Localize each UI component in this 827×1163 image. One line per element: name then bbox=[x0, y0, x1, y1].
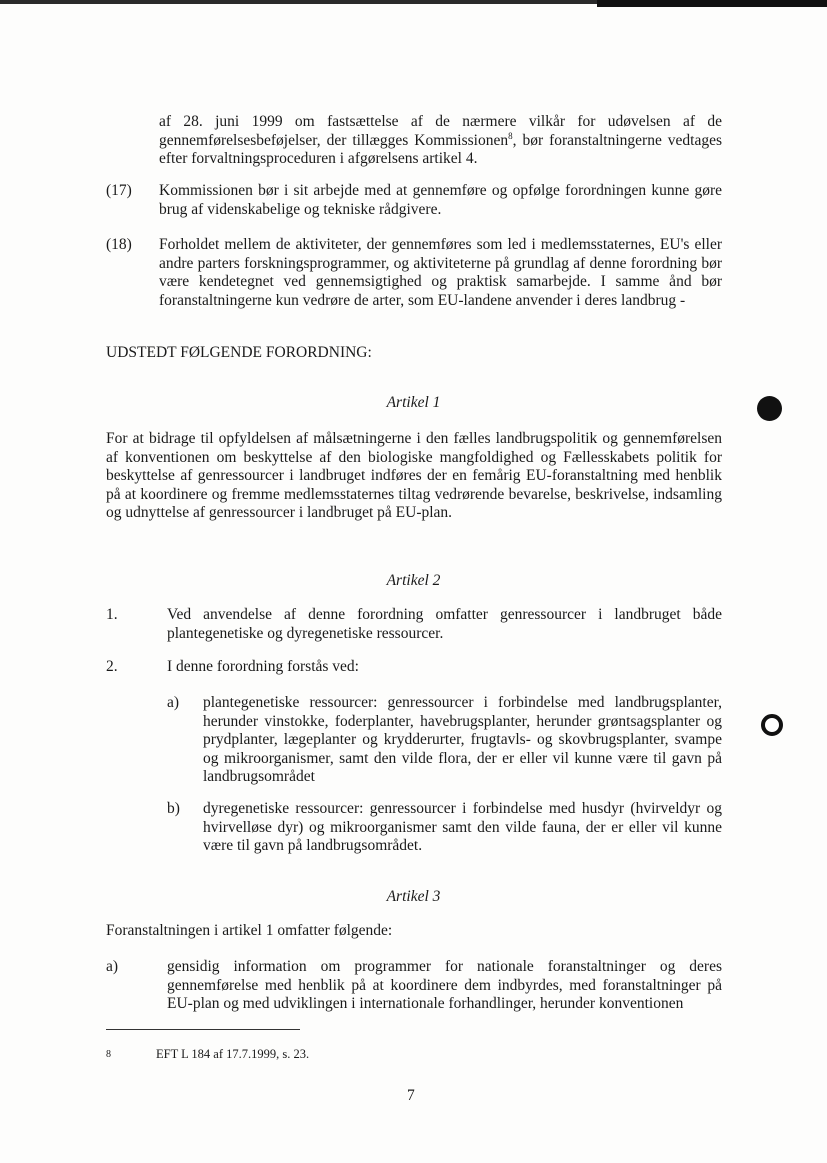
enacting-heading: UDSTEDT FØLGENDE FORORDNING: bbox=[106, 344, 372, 361]
continuation-text: af 28. juni 1999 om fastsættelse af de nærmere vilkår for udøvelsen af de gennemførelsesbeføjelser, der tillægges Kommissionen bbox=[159, 113, 722, 149]
footnote-number: 8 bbox=[106, 1049, 111, 1060]
continuation-paragraph bbox=[159, 113, 722, 169]
article-2-title: Artikel 2 bbox=[386, 572, 441, 589]
article-2-item-1-text: Ved anvendelse af denne forordning omfatter genressourcer i landbruget både plantegenetiske og dyregenetiske ressourcer. bbox=[167, 606, 722, 642]
footnote-separator bbox=[106, 1029, 300, 1030]
article-2-item-1-number: 1. bbox=[106, 606, 118, 623]
footnote-text: EFT L 184 af 17.7.1999, s. 23. bbox=[156, 1047, 310, 1061]
article-2-subitem-b-text: dyregenetiske ressourcer: genressourcer i forbindelse med husdyr (hvirveldyr og hvirvelløse dyr) og mikroorganismer samt den vilde fauna, der er eller vil kunne være til gavn på landbrugsområdet. bbox=[203, 800, 722, 854]
footnote-reference: 8 bbox=[508, 130, 513, 141]
recital-17-text: Kommissionen bør i sit arbejde med at gennemføre og opfølge forordningen kunne gøre brug af videnskabelige og tekniske rådgivere. bbox=[159, 182, 722, 218]
punch-hole-middle bbox=[761, 714, 783, 736]
continuation-text-end: , bør foranstaltningerne vedtages efter forvaltningsproceduren i afgørelsens artikel 4. bbox=[159, 131, 723, 167]
article-2-item-2-text: I denne forordning forstås ved: bbox=[167, 658, 359, 675]
article-2-subitem-b-number: b) bbox=[167, 800, 180, 817]
recital-18-number: (18) bbox=[106, 236, 132, 253]
article-2-subitem-a-text: plantegenetiske ressourcer: genressourcer i forbindelse med landbrugsplanter, herunder vinstokke, foderplanter, havebrugsplanter, herunder grøntsagsplanter og prydplanter, lægeplanter og krydderurter, frugtavls- og skovbrugsplanter, svampe og mikroorganismer, samt den vilde flora, der er eller vil kunne være til gavn på landbrugsområdet bbox=[203, 694, 722, 785]
recital-17-number: (17) bbox=[106, 182, 132, 199]
article-3-intro: Foranstaltningen i artikel 1 omfatter følgende: bbox=[106, 922, 393, 939]
article-1-text: For at bidrage til opfyldelsen af målsætningerne i den fælles landbrugspolitik og gennemførelsen af konventionen om beskyttelse af den biologiske mangfoldighed og Fællesskabets politik for beskyttelse af genressourcer i landbruget indføres der en femårig EU-foranstaltning med henblik på at koordinere og fremme medlemsstaternes tiltag vedrørende bevarelse, beskrivelse, indsamling og udnyttelse af genressourcer i landbruget på EU-plan. bbox=[106, 430, 722, 521]
article-3-title: Artikel 3 bbox=[386, 888, 441, 905]
article-1-title: Artikel 1 bbox=[386, 394, 441, 411]
recital-18-text: Forholdet mellem de aktiviteter, der gennemføres som led i medlemsstaternes, EU's eller andre parters forskningsprogrammer, og aktiviteterne på grundlag af denne forordning bør være kendetegnet ved gennemsigtighed og praktisk samarbejde. I samme ånd bør foranstaltningerne kun vedrøre de arter, som EU-landene anvender i deres landbrug - bbox=[159, 236, 722, 309]
article-2-item-2-number: 2. bbox=[106, 658, 118, 675]
article-2-subitem-a-number: a) bbox=[167, 694, 180, 711]
page-number: 7 bbox=[407, 1087, 415, 1104]
article-3-item-a-number: a) bbox=[106, 958, 119, 975]
scan-edge-dark bbox=[597, 0, 827, 7]
article-3-item-a-text: gensidig information om programmer for nationale foranstaltninger og deres gennemførelse med henblik på at koordinere dem indbyrdes, med foranstaltninger på EU-plan og med udviklingen i internationale forhandlinger, herunder konventionen bbox=[167, 958, 722, 1012]
